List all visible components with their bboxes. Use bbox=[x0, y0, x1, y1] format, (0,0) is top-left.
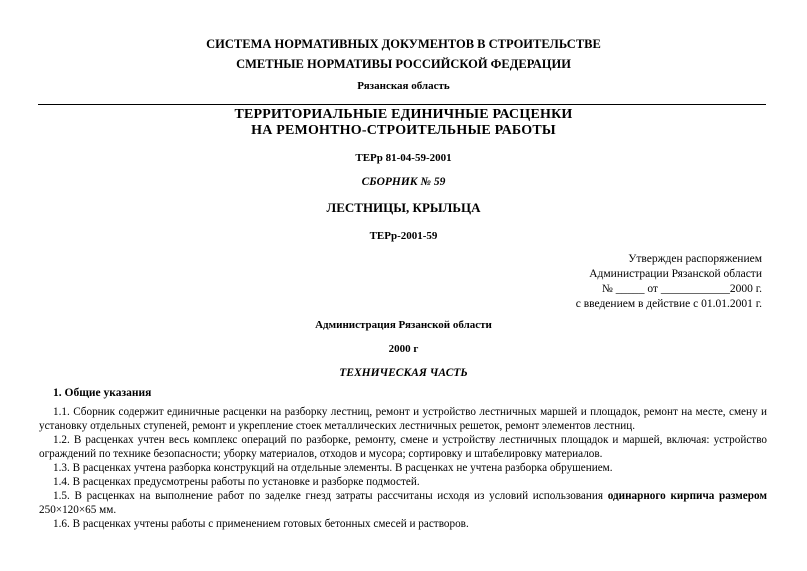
paragraph: 1.3. В расценках учтена разборка конструкций на отдельные элементы. В расценках не учтена разборка обрушением. bbox=[53, 462, 613, 474]
system-header: СИСТЕМА НОРМАТИВНЫХ ДОКУМЕНТОВ В СТРОИТЕЛЬСТВЕ bbox=[206, 37, 601, 51]
document-title-line2: НА РЕМОНТНО-СТРОИТЕЛЬНЫЕ РАБОТЫ bbox=[251, 123, 556, 138]
collection-number: СБОРНИК № 59 bbox=[361, 176, 446, 188]
paragraph-text: 250×120×65 мм. bbox=[39, 504, 117, 516]
paragraph: 1.1. Сборник содержит единичные расценки на разборку лестниц, ремонт и устройство лестничных маршей и площадок, ремонт на месте, смену и установку отдельных ступеней, ремонт и укрепление стоек металлических лестничных решеток, ремонт элементов лестниц. bbox=[39, 406, 767, 432]
paragraph: 1.2. В расценках учтен весь комплекс операций по разборке, ремонту, смене и устройству лестничных площадок и маршей, включая: устройство ограждений по технике безопасности; уборку материалов, отходов и мусора; сортировку и штабелировку материалов. bbox=[39, 434, 767, 460]
approval-line: с введением в действие с 01.01.2001 г. bbox=[575, 298, 762, 310]
document-code-secondary: ТЕРр-2001-59 bbox=[369, 230, 438, 242]
section-title: 1. Общие указания bbox=[53, 387, 152, 399]
approval-line: Администрации Рязанской области bbox=[589, 268, 762, 280]
approval-line: № _____ от ____________2000 г. bbox=[601, 283, 762, 295]
approval-line: Утвержден распоряжением bbox=[628, 253, 762, 265]
document-code: ТЕРр 81-04-59-2001 bbox=[355, 152, 452, 164]
paragraph: 1.4. В расценках предусмотрены работы по установке и разборке подмостей. bbox=[53, 476, 420, 488]
technical-part-title: ТЕХНИЧЕСКАЯ ЧАСТЬ bbox=[339, 367, 468, 379]
approval-block bbox=[576, 252, 762, 312]
norms-header: СМЕТНЫЕ НОРМАТИВЫ РОССИЙСКОЙ ФЕДЕРАЦИИ bbox=[236, 57, 571, 71]
paragraph: 1.6. В расценках учтены работы с применением готовых бетонных смесей и растворов. bbox=[53, 518, 469, 530]
publish-year: 2000 г bbox=[388, 343, 419, 355]
header-divider bbox=[38, 104, 766, 105]
paragraph-bold-text: одинарного кирпича размером bbox=[607, 490, 767, 502]
publisher-admin: Администрация Рязанской области bbox=[315, 319, 492, 331]
document-title-line1: ТЕРРИТОРИАЛЬНЫЕ ЕДИНИЧНЫЕ РАСЦЕНКИ bbox=[234, 107, 573, 122]
paragraph bbox=[39, 489, 767, 517]
paragraph-text: 1.5. В расценках на выполнение работ по заделке гнезд затраты рассчитаны исходя из условий использования bbox=[53, 490, 608, 502]
collection-topic: ЛЕСТНИЦЫ, КРЫЛЬЦА bbox=[326, 200, 481, 215]
region-label: Рязанская область bbox=[357, 80, 450, 92]
section-body bbox=[39, 405, 767, 531]
